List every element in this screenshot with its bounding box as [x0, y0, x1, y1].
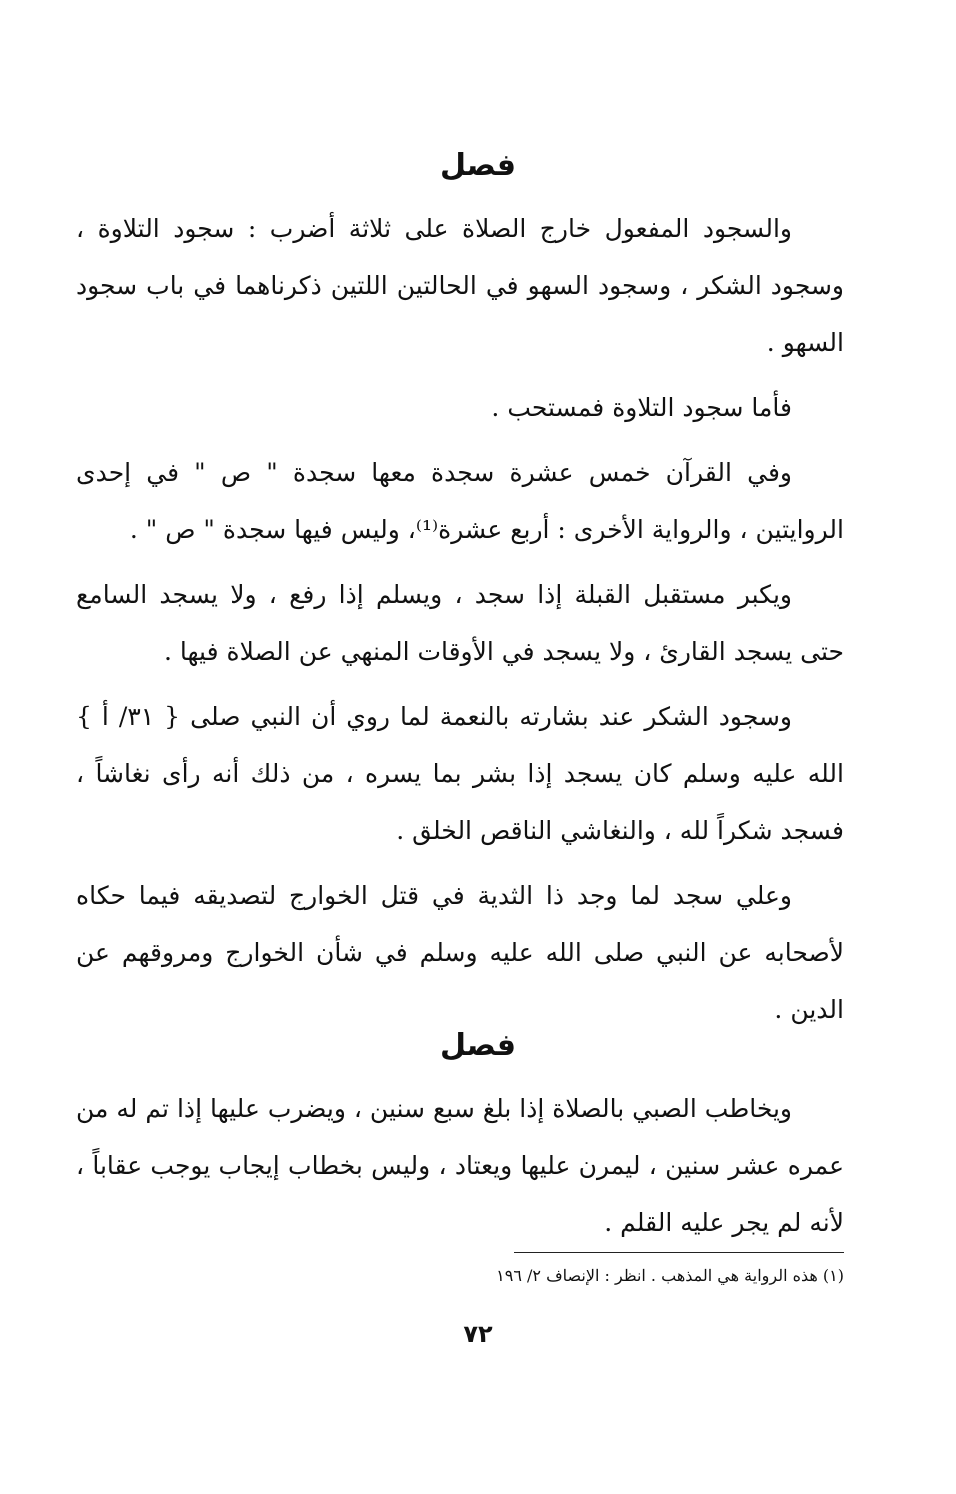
section-heading-1: فصل: [440, 148, 516, 183]
paragraph-7: ويخاطب الصبي بالصلاة إذا بلغ سبع سنين ، ويضرب عليها إذا تم له من عمره عشر سنين ، ليمرن عليها ويعتاد ، وليس بخطاب إيجاب يوجب عقاباً ، لأنه لم يجر عليه القلم .: [76, 1094, 844, 1237]
paragraph-5: وسجود الشكر عند بشارته بالنعمة لما روي أن النبي صلى { ٣١/ أ } الله عليه وسلم كان يسجد إذا بشر بما يسره ، من ذلك أنه رأى نغاشاً ، فسجد شكراً لله ، والنغاشي الناقص الخلق .: [76, 702, 844, 845]
section-heading-2: فصل: [440, 1028, 516, 1063]
paragraph-6: وعلي سجد لما وجد ذا الثدية في قتل الخوارج لتصديقه فيما حكاه لأصحابه عن النبي صلى الله عليه وسلم في شأن الخوارج ومروقهم عن الدين .: [76, 881, 844, 1024]
footnote: (١) هذه الرواية هي المذهب . انظر : الإنصاف ٢/ ١٩٦: [496, 1266, 844, 1285]
section-1-body: [76, 200, 844, 1038]
paragraph-1: والسجود المفعول خارج الصلاة على ثلاثة أضرب : سجود التلاوة ، وسجود الشكر ، وسجود السهو في الحالتين اللتين ذكرناهما في باب سجود السهو .: [76, 214, 844, 357]
paragraph-4: ويكبر مستقبل القبلة إذا سجد ، ويسلم إذا رفع ، ولا يسجد السامع حتى يسجد القارئ ، ولا يسجد في الأوقات المنهي عن الصلاة فيها .: [76, 580, 844, 666]
paragraph-3: وفي القرآن خمس عشرة سجدة معها سجدة " ص " في إحدى الروايتين ، والرواية الأخرى : أربع عشرة⁽¹⁾، وليس فيها سجدة " ص " .: [76, 458, 844, 544]
footnote-divider: [514, 1252, 844, 1253]
page-number: ٧٢: [463, 1320, 493, 1348]
paragraph-2: فأما سجود التلاوة فمستحب .: [491, 393, 792, 422]
section-2-body: [76, 1080, 844, 1251]
